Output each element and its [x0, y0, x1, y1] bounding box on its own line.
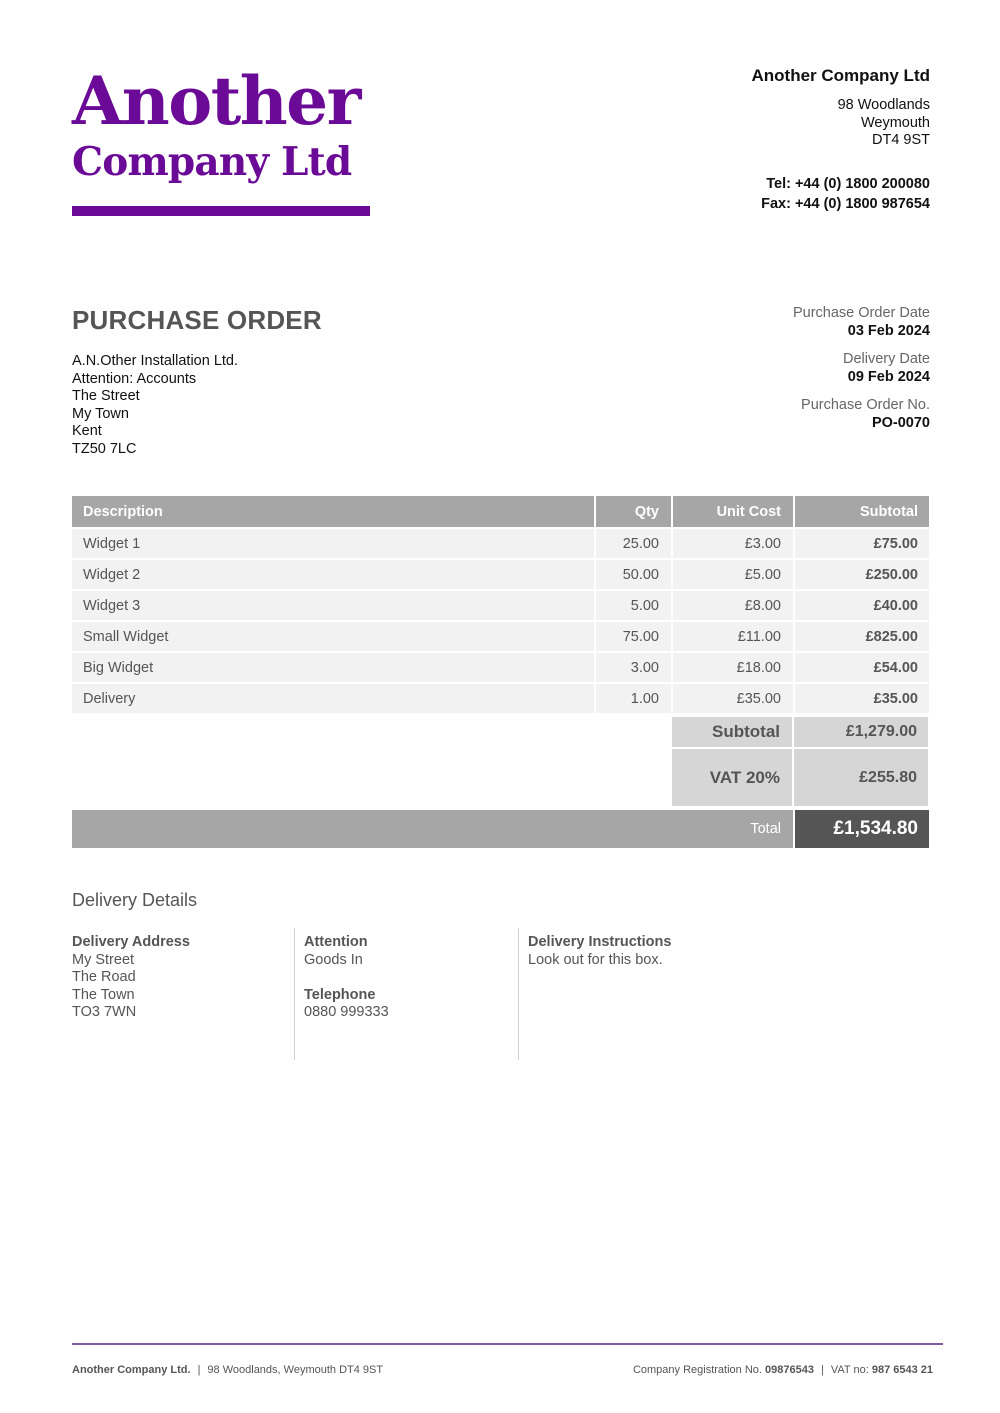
row-description: Delivery	[72, 684, 594, 713]
row-description: Big Widget	[72, 653, 594, 682]
delivery-address-line: My Street	[72, 951, 135, 968]
footer-reg-label: Company Registration No.	[632, 1364, 762, 1376]
company-contact	[610, 174, 930, 214]
subtotal-label: Subtotal	[672, 717, 792, 747]
row-description: Widget 2	[72, 560, 594, 589]
telephone-value: 0880 999333	[304, 1004, 389, 1020]
recipient-line: Attention: Accounts	[72, 370, 197, 387]
row-qty: 3.00	[596, 653, 671, 682]
vat-row	[672, 749, 928, 806]
po-date-label: Purchase Order Date	[792, 305, 930, 321]
footer-separator: |	[820, 1364, 824, 1376]
order-meta	[630, 305, 930, 443]
recipient-line: The Street	[72, 388, 140, 404]
company-name: Another Company Ltd	[751, 66, 930, 85]
subtotal-row	[672, 717, 928, 747]
company-fax: Fax: +44 (0) 1800 987654	[761, 195, 930, 212]
logo-text-line2: Company Ltd	[72, 139, 352, 185]
logo-text-line1: Another	[72, 62, 360, 140]
po-date-value: 03 Feb 2024	[847, 322, 930, 339]
attention-column	[294, 928, 518, 1060]
delivery-details-title: Delivery Details	[72, 890, 198, 910]
po-date-group	[630, 305, 930, 340]
header-subtotal: Subtotal	[795, 496, 929, 527]
footer-vat-label: VAT no:	[830, 1364, 869, 1376]
po-number-value: PO-0070	[871, 414, 930, 431]
delivery-address-label: Delivery Address	[72, 934, 190, 950]
row-subtotal: £40.00	[795, 591, 929, 620]
table-row	[72, 653, 929, 684]
company-tel: Tel: +44 (0) 1800 200080	[766, 175, 930, 192]
table-header-row	[72, 496, 929, 529]
row-qty: 1.00	[596, 684, 671, 713]
delivery-address-column	[72, 928, 294, 1060]
recipient-line: A.N.Other Installation Ltd.	[72, 353, 239, 369]
attention-label: Attention	[304, 934, 368, 950]
instructions-column	[518, 928, 818, 1060]
row-unit-cost: £3.00	[673, 529, 793, 558]
footer-company: Another Company Ltd.	[72, 1364, 191, 1376]
row-subtotal: £54.00	[795, 653, 929, 682]
recipient-line: My Town	[72, 405, 129, 422]
delivery-date-label: Delivery Date	[842, 351, 930, 367]
vat-label: VAT 20%	[672, 749, 792, 806]
logo-underline	[72, 206, 370, 216]
delivery-address-line: TO3 7WN	[72, 1004, 137, 1020]
header-description: Description	[72, 496, 594, 527]
table-row	[72, 622, 929, 653]
spacer	[304, 969, 518, 987]
row-description: Widget 3	[72, 591, 594, 620]
footer-vat-no: 987 6543 21	[871, 1364, 933, 1376]
attention-value: Goods In	[304, 951, 363, 968]
company-address	[610, 97, 930, 150]
delivery-date-value: 09 Feb 2024	[847, 368, 930, 385]
recipient-address	[72, 353, 238, 458]
footer-divider	[72, 1343, 943, 1345]
po-number-label: Purchase Order No.	[801, 397, 930, 413]
instructions-value: Look out for this box.	[528, 951, 663, 968]
delivery-address-line: The Town	[72, 986, 135, 1003]
table-row	[72, 591, 929, 622]
company-logo	[72, 62, 370, 216]
total-label: Total	[72, 810, 793, 848]
footer-left	[72, 1364, 383, 1376]
table-row	[72, 529, 929, 560]
footer-separator: |	[197, 1364, 201, 1376]
company-address-line: 98 Woodlands	[837, 97, 930, 113]
row-subtotal: £825.00	[795, 622, 929, 651]
row-subtotal: £250.00	[795, 560, 929, 589]
line-items-table	[72, 496, 929, 715]
row-unit-cost: £11.00	[673, 622, 793, 651]
header-unit-cost: Unit Cost	[673, 496, 793, 527]
instructions-label: Delivery Instructions	[528, 934, 672, 950]
recipient-line: Kent	[72, 423, 102, 439]
row-unit-cost: £5.00	[673, 560, 793, 589]
delivery-address-line: The Road	[72, 969, 136, 985]
totals-block	[672, 717, 928, 808]
row-unit-cost: £35.00	[673, 684, 793, 713]
row-qty: 50.00	[596, 560, 671, 589]
row-unit-cost: £18.00	[673, 653, 793, 682]
table-row	[72, 560, 929, 591]
row-qty: 25.00	[596, 529, 671, 558]
recipient-line: TZ50 7LC	[72, 440, 137, 457]
row-subtotal: £75.00	[795, 529, 929, 558]
footer-reg-no: 09876543	[765, 1364, 814, 1376]
row-unit-cost: £8.00	[673, 591, 793, 620]
total-value: £1,534.80	[795, 810, 929, 848]
company-address-line: DT4 9ST	[871, 132, 930, 148]
po-number-group	[630, 397, 930, 432]
document-title: PURCHASE ORDER	[72, 305, 322, 335]
row-qty: 75.00	[596, 622, 671, 651]
row-subtotal: £35.00	[795, 684, 929, 713]
company-info	[610, 66, 930, 214]
telephone-label: Telephone	[304, 986, 376, 1003]
row-qty: 5.00	[596, 591, 671, 620]
footer-address: 98 Woodlands, Weymouth DT4 9ST	[207, 1364, 384, 1376]
header-qty: Qty	[596, 496, 671, 527]
delivery-date-group	[630, 351, 930, 386]
table-row	[72, 684, 929, 715]
vat-value: £255.80	[794, 749, 928, 806]
row-description: Widget 1	[72, 529, 594, 558]
grand-total-row	[72, 810, 929, 848]
footer-right	[633, 1364, 933, 1376]
row-description: Small Widget	[72, 622, 594, 651]
subtotal-value: £1,279.00	[794, 717, 928, 747]
company-address-line: Weymouth	[860, 114, 930, 131]
